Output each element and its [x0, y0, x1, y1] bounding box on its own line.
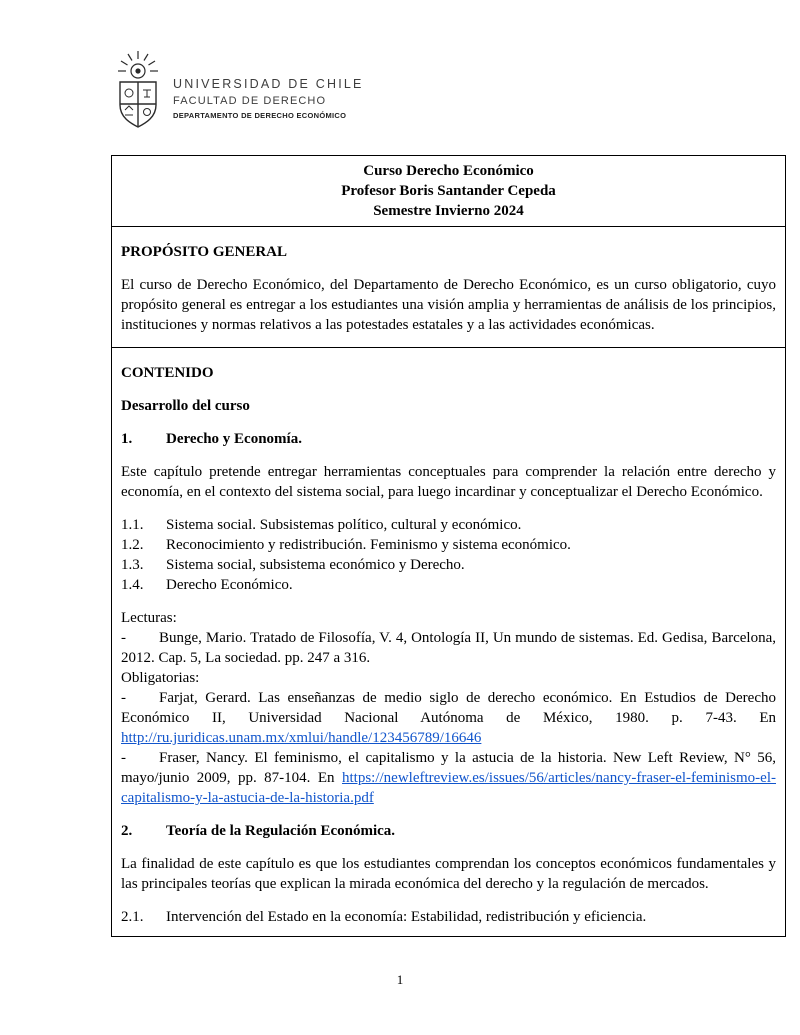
- section-2-intro: La finalidad de este capítulo es que los estudiantes comprendan los conceptos económicos fundamentales y las principales teorías que explican la mirada económica del derecho y la regulación de mercados.: [121, 856, 776, 892]
- contenido-title: CONTENIDO: [121, 365, 214, 381]
- proposito-body: El curso de Derecho Económico, del Departamento de Derecho Económico, es un curso obligatorio, cuyo propósito general es entregar a los estudiantes una visión amplia y herramientas de análisis de los principios, instituciones y normas relativos a las potestades estatales y a las actividades económicas.: [121, 277, 776, 333]
- section-1-intro: Este capítulo pretende entregar herramientas conceptuales para comprender la relación entre derecho y economía, en el contexto del sistema social, para luego incardinar y conceptualizar el Derecho Económico.: [121, 464, 776, 500]
- item-text: Intervención del Estado en la economía: Estabilidad, redistribución y eficiencia.: [166, 909, 647, 925]
- reading-text: Bunge, Mario. Tratado de Filosofía, V. 4, Ontología II, Un mundo de sistemas. Ed. Gedisa, Barcelona, 2012. Cap. 5, La sociedad. pp. 247 a 316.: [121, 630, 776, 666]
- course-title: Curso Derecho Económico: [363, 163, 534, 179]
- item-text: Sistema social, subsistema económico y Derecho.: [166, 557, 465, 573]
- list-item: [121, 555, 776, 575]
- list-item: [121, 575, 776, 595]
- item-number: 1.2.: [121, 537, 144, 553]
- reading-farjat: [121, 688, 776, 748]
- page-number: 1: [396, 972, 404, 987]
- section-number: 2.: [121, 823, 133, 839]
- department-name: DEPARTAMENTO DE DERECHO ECONÓMICO: [173, 111, 347, 120]
- item-number: 1.1.: [121, 517, 144, 533]
- course-professor: Profesor Boris Santander Cepeda: [341, 183, 556, 199]
- section-number: 1.: [121, 431, 133, 447]
- course-semester: Semestre Invierno 2024: [373, 203, 524, 219]
- bullet-dash: -: [121, 630, 126, 646]
- obligatorias-label: Obligatorias:: [121, 670, 200, 686]
- list-item: [121, 535, 776, 555]
- section-title: Teoría de la Regulación Económica.: [166, 823, 396, 839]
- item-number: 1.3.: [121, 557, 144, 573]
- syllabus-table: [111, 155, 786, 937]
- reading-fraser-link[interactable]: https://newleftreview.es/issues/56/articles/nancy-fraser-el-feminismo-el-capitalismo-y-la-astucia-de-la-historia.pdf: [121, 770, 776, 806]
- item-number: 1.4.: [121, 577, 144, 593]
- reading-farjat-link[interactable]: http://ru.juridicas.unam.mx/xmlui/handle/123456789/16646: [121, 730, 482, 746]
- university-name: UNIVERSIDAD DE CHILE: [173, 77, 364, 91]
- bullet-dash: -: [121, 690, 126, 706]
- reading-fraser: [121, 748, 776, 808]
- proposito-title: PROPÓSITO GENERAL: [121, 244, 288, 260]
- contenido-subtitle: Desarrollo del curso: [121, 398, 250, 414]
- section-1-item-list: [121, 515, 776, 595]
- faculty-name: FACULTAD DE DERECHO: [173, 95, 327, 107]
- university-seal-icon: [112, 50, 164, 130]
- lecturas-label: Lecturas:: [121, 610, 177, 626]
- contenido-section: [112, 348, 785, 936]
- section-title: Derecho y Economía.: [166, 431, 302, 447]
- letterhead-text: [173, 50, 364, 121]
- reading-text: Farjat, Gerard. Las enseñanzas de medio siglo de derecho económico. En Estudios de Derecho Económico II, Universidad Nacional Autónoma de México, 1980. p. 7-43. En: [121, 690, 776, 726]
- item-number: 2.1.: [121, 909, 144, 925]
- item-text: Reconocimiento y redistribución. Feminismo y sistema económico.: [166, 537, 571, 553]
- bullet-dash: -: [121, 750, 126, 766]
- section-1-heading: [121, 429, 776, 449]
- proposito-section: [112, 227, 785, 348]
- course-header-row: [112, 156, 785, 227]
- section-2-item: [121, 907, 776, 927]
- item-text: Derecho Económico.: [166, 577, 293, 593]
- item-text: Sistema social. Subsistemas político, cultural y económico.: [166, 517, 522, 533]
- reading-text: Fraser, Nancy. El feminismo, el capitalismo y la astucia de la historia. New Left Review, N° 56, mayo/junio 2009, pp. 87-104. En: [121, 750, 776, 786]
- reading-bunge: [121, 628, 776, 668]
- university-letterhead: [112, 50, 364, 130]
- list-item: [121, 515, 776, 535]
- section-2-heading: [121, 821, 776, 841]
